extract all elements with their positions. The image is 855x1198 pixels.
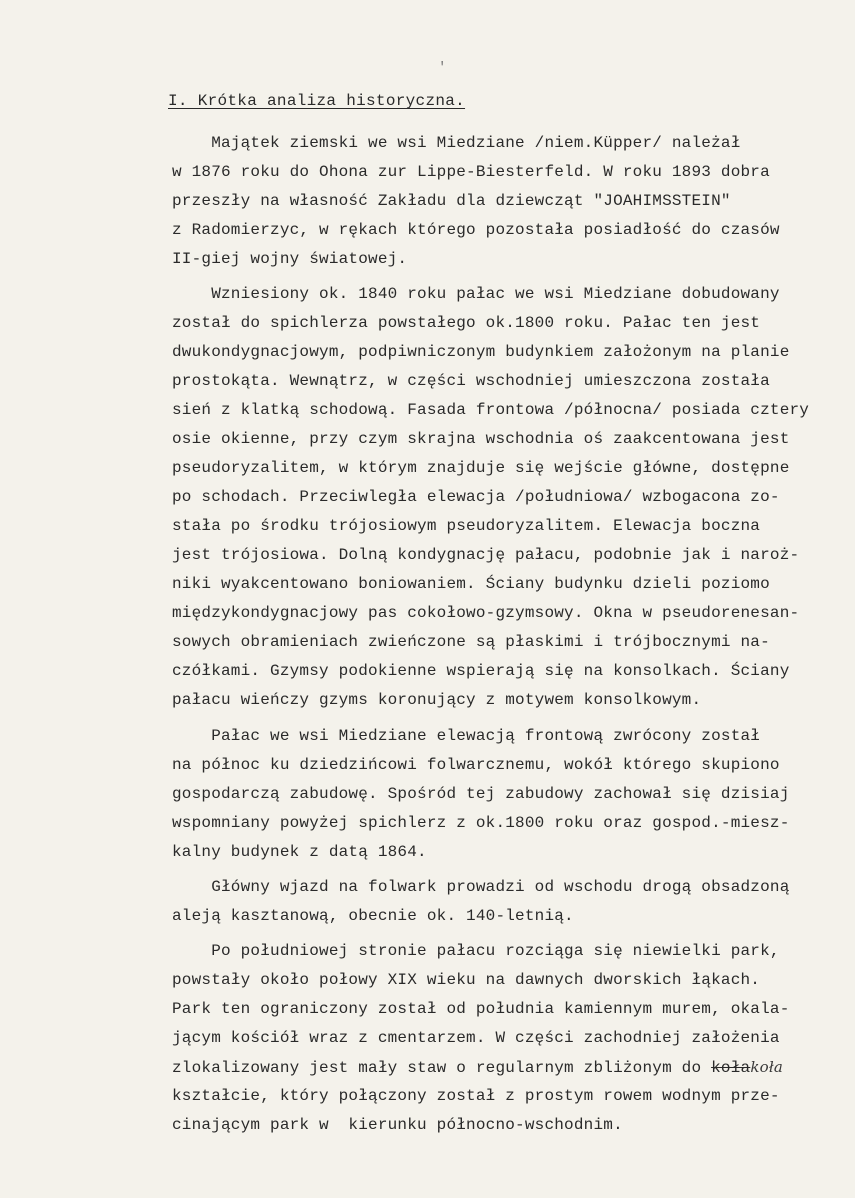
text-line: przeszły na własność Zakładu dla dziewcząt "JOAHIMSSTEIN" [172,192,731,210]
text-line: sień z klatką schodową. Fasada frontowa /północna/ posiada cztery [172,401,810,419]
text-line: niki wyakcentowano boniowaniem. Ściany budynku dzieli poziomo [172,575,770,593]
text-line [172,1058,783,1077]
text-line: Główny wjazd na folwark prowadzi od wschodu drogą obsadzoną [172,878,790,896]
text-line: kalny budynek z datą 1864. [172,843,427,861]
text-line: jest trójosiowa. Dolną kondygnację pałacu, podobnie jak i naroż- [172,546,800,564]
text-line: prostokąta. Wewnątrz, w części wschodniej umieszczona została [172,372,770,390]
text-line: wspomniany powyżej spichlerz z ok.1800 roku oraz gospod.-miesz- [172,814,790,832]
text-line: kształcie, który połączony został z prostym rowem wodnym prze- [172,1087,780,1105]
text-line: w 1876 roku do Ohona zur Lippe-Biesterfeld. W roku 1893 dobra [172,163,770,181]
text-line: sowych obramieniach zwieńczone są płaskimi i trójbocznymi na- [172,633,770,651]
text-line: jącym kościół wraz z cmentarzem. W części zachodniej założenia [172,1029,780,1047]
text-line: po schodach. Przeciwległa elewacja /południowa/ wzbogacona zo- [172,488,780,506]
struck-out-word: koła [711,1059,751,1077]
text-line: stała po środku trójosiowym pseudoryzalitem. Elewacja boczna [172,517,761,535]
text-line: czółkami. Gzymsy podokienne wspierają się na konsolkach. Ściany [172,662,790,680]
text-line: Wzniesiony ok. 1840 roku pałac we wsi Miedziane dobudowany [172,285,780,303]
text-line: z Radomierzyc, w rękach którego pozostała posiadłość do czasów [172,221,780,239]
text-line: na północ ku dziedzińcowi folwarcznemu, wokół którego skupiono [172,756,780,774]
text-line: pałacu wieńczy gzyms koronujący z motywem konsolkowym. [172,691,702,709]
text-line: pseudoryzalitem, w którym znajduje się wejście główne, dostępne [172,459,790,477]
text-line: gospodarczą zabudowę. Spośród tej zabudowy zachował się dzisiaj [172,785,790,803]
handwritten-correction: koła [750,1058,784,1076]
text-line: międzykondygnacjowy pas cokołowo-gzymsowy. Okna w pseudorenesan- [172,604,800,622]
section-heading: I. Krótka analiza historyczna. [168,92,466,110]
text-line: II-giej wojny światowej. [172,250,408,268]
text-line: Pałac we wsi Miedziane elewacją frontową zwrócony został [172,727,761,745]
text-line-start: zlokalizowany jest mały staw o regularnym zbliżonym do [172,1059,712,1077]
text-line: cinającym park w kierunku północno-wschodnim. [172,1116,623,1134]
text-line: został do spichlerza powstałego ok.1800 roku. Pałac ten jest [172,314,761,332]
text-line: Majątek ziemski we wsi Miedziane /niem.Küpper/ należał [172,134,741,152]
margin-mark: ' [438,60,447,76]
text-line: Park ten ograniczony został od południa kamiennym murem, okala- [172,1000,790,1018]
text-line: osie okienne, przy czym skrajna wschodnia oś zaakcentowana jest [172,430,790,448]
text-line: powstały około połowy XIX wieku na dawnych dworskich łąkach. [172,971,761,989]
text-line: Po południowej stronie pałacu rozciąga się niewielki park, [172,942,780,960]
text-line: dwukondygnacjowym, podpiwniczonym budynkiem założonym na planie [172,343,790,361]
text-line: aleją kasztanową, obecnie ok. 140-letnią. [172,907,574,925]
